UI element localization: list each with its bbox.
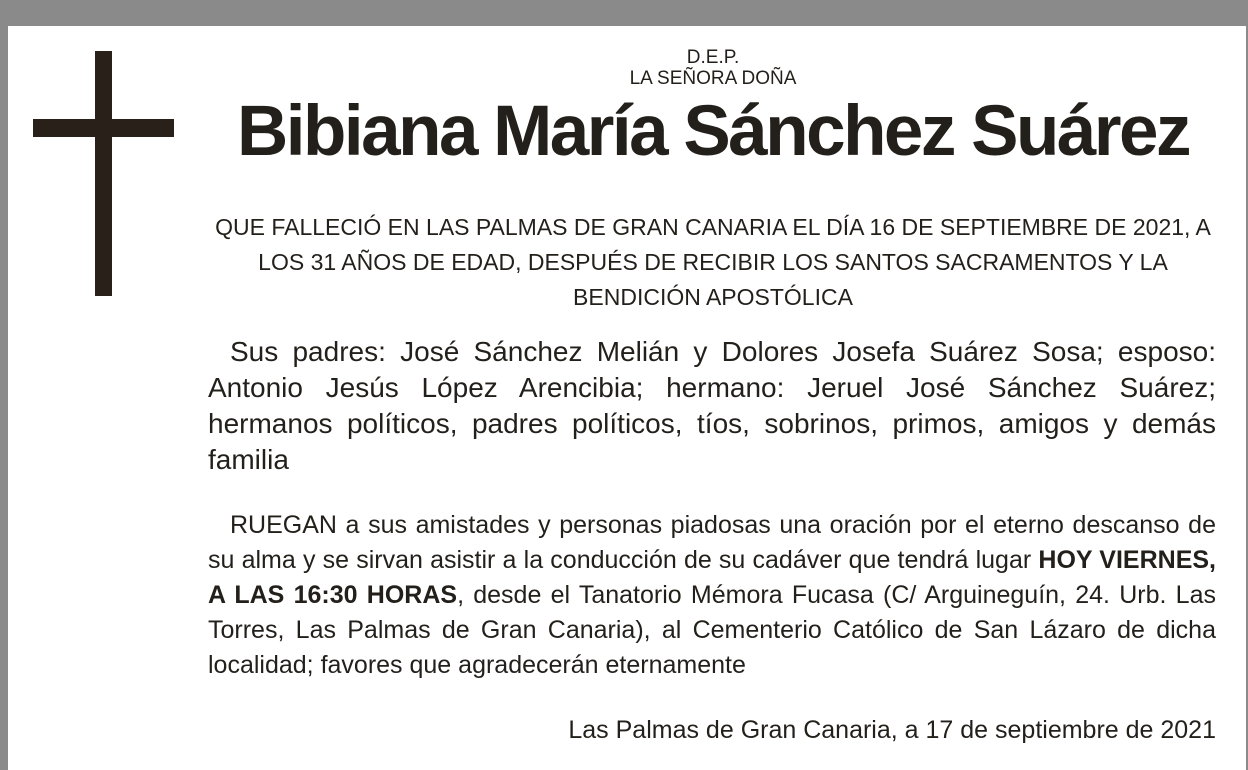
- title-prefix: LA SEÑORA DOÑA: [629, 68, 797, 89]
- request-text-1: RUEGAN a sus amistades y personas piadosas una oración por el eterno descanso de su alma y se sirvan asistir a la conducción de su cadáver que tendrá lugar: [208, 511, 1216, 574]
- dep-label: D.E.P.: [686, 47, 740, 68]
- place-date-signoff: Las Palmas de Gran Canaria, a 17 de septiembre de 2021: [568, 716, 1216, 744]
- header: [210, 48, 1216, 172]
- family-paragraph: Sus padres: José Sánchez Melián y Dolores Josefa Suárez Sosa; esposo: Antonio Jesús López Arencibia; hermano: Jeruel José Sánchez Suárez; hermanos políticos, padres políticos, tíos, sobrinos, primos, amigos y demás familia: [208, 336, 1216, 475]
- cross-horizontal-bar: [33, 119, 174, 137]
- cross-vertical-bar: [95, 51, 112, 296]
- request-paragraph: [208, 508, 1216, 683]
- deceased-name: Bibiana María Sánchez Suárez: [237, 92, 1189, 171]
- death-announcement: QUE FALLECIÓ EN LAS PALMAS DE GRAN CANARIA EL DÍA 16 DE SEPTIEMBRE DE 2021, A LOS 31 AÑOS DE EDAD, DESPUÉS DE RECIBIR LOS SANTOS SACRAMENTOS Y LA BENDICIÓN APOSTÓLICA: [215, 214, 1211, 310]
- request-text-2: , desde el Tanatorio Mémora Fucasa (C/ Arguineguín, 24. Urb. Las Torres, Las Palmas de Gran Canaria), al Cementerio Católico de San Lázaro de dicha localidad; favores que agradecerán eternamente: [208, 581, 1216, 679]
- service-time: HOY VIERNES, A LAS 16:30 HORAS: [208, 546, 1216, 609]
